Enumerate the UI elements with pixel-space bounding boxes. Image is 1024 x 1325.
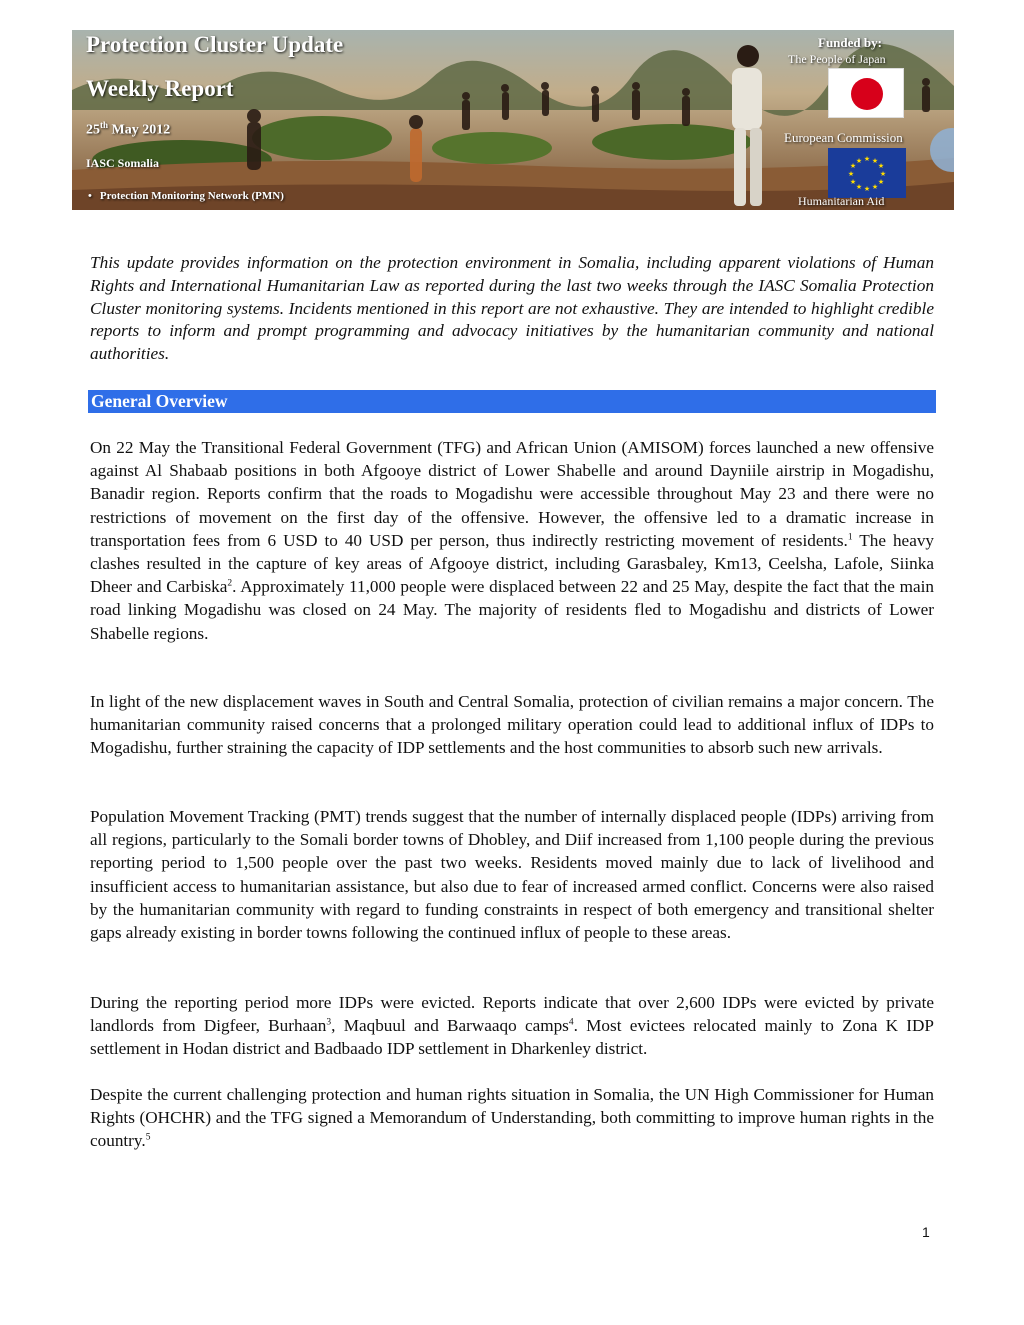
- paragraph-ohchr-mou: Despite the current challenging protection and human rights situation in Somalia, the UN High Commissioner for Human Rights (OHCHR) and the TFG signed a Memorandum of Understanding, both committing to improve human rights in the country.$^5$: [90, 1085, 934, 1151]
- svg-text:★: ★: [871, 183, 879, 191]
- svg-text:★: ★: [849, 162, 857, 170]
- svg-text:★: ★: [877, 162, 885, 170]
- report-date: 25th May 2012: [86, 120, 171, 138]
- humanitarian-aid-label: Humanitarian Aid: [798, 194, 885, 208]
- footnote-ref[interactable]: 3: [326, 1017, 332, 1028]
- intro-paragraph: This update provides information on the protection environment in Somalia, including apparent violations of Human Rights and International Humanitarian Law as reported during the last two weeks through the IASC Somalia Protection Cluster monitoring systems. Incidents mentioned in this report are not exhaustive. They are intended to highlight credible reports to inform and prompt programming and advocacy initiatives by the humanitarian community and national authorities.: [90, 253, 934, 364]
- footnote-ref[interactable]: 2: [227, 578, 233, 589]
- european-commission-label: European Commission: [784, 130, 903, 145]
- paragraph-pmt-trends: Population Movement Tracking (PMT) trends suggest that the number of internally displaced people (IDPs) arriving from all regions, particularly to the Somali border towns of Dhobley, and Diif increased from 1,100 people during the previous reporting period to 1,500 people over the past two weeks. Residents moved mainly due to lack of livelihood and insufficient access to humanitarian assistance, but also due to fear of increased armed conflict. Concerns were also raised by the humanitarian community with regard to funding constraints in respect of both emergency and transitional shelter gaps already existing in border towns following the continued influx of people to these areas.: [90, 807, 934, 943]
- svg-text:★: ★: [863, 185, 871, 193]
- eu-flag-icon: [828, 148, 906, 198]
- japan-flag-icon: [828, 68, 904, 118]
- funded-by-label: Funded by:: [818, 35, 882, 50]
- banner-title: Protection Cluster Update: [86, 32, 344, 57]
- paragraph-displacement: In light of the new displacement waves in South and Central Somalia, protection of civilian remains a major concern. The humanitarian community raised concerns that a prolonged military operation could lead to additional influx of IDPs to Mogadishu, further straining the capacity of IDP settlements and the host communities to absorb such new arrivals.: [90, 692, 934, 758]
- page-number: 1: [922, 1224, 930, 1240]
- banner-subtitle: Weekly Report: [86, 76, 234, 101]
- footnote-ref[interactable]: 4: [568, 1017, 574, 1028]
- header-banner: [72, 30, 954, 210]
- svg-text:★: ★: [879, 170, 887, 178]
- paragraph-offensive: On 22 May the Transitional Federal Government (TFG) and African Union (AMISOM) forces launched a new offensive against Al Shabaab positions in both Afgooye district of Lower Shabelle and around Dayniile airstrip in Mogadishu, Banadir region. Reports confirm that the roads to Mogadishu were accessible throughout May 23 and there were no restrictions of movement on the first day of the offensive. However, the offensive led to a dramatic increase in transportation fees from 6 USD to 40 USD per person, thus indirectly restricting movement of residents.$^1$ The heavy clashes resulted in the capture of key areas of Afgooye district, including Garasbaley, Km13, Ceelsha, Lafole, Siinka Dheer and Carbiska$^2$. Approximately 11,000 people were displaced between 22 and 25 May, despite the fact that the main road linking Mogadishu was closed on 24 May. The majority of residents fled to Mogadishu and districts of Lower Shabelle regions.: [90, 438, 935, 643]
- svg-text:★: ★: [849, 178, 857, 186]
- svg-text:★: ★: [855, 183, 863, 191]
- organization-name: IASC Somalia: [86, 156, 160, 170]
- svg-text:★: ★: [847, 170, 855, 178]
- svg-text:★: ★: [855, 157, 863, 165]
- japan-label: The People of Japan: [788, 52, 886, 66]
- footnote-ref[interactable]: 1: [847, 532, 853, 543]
- svg-text:★: ★: [871, 157, 879, 165]
- network-bullet: • Protection Monitoring Network (PMN): [88, 190, 284, 202]
- paragraph-evictions: During the reporting period more IDPs were evicted. Reports indicate that over 2,600 IDPs were evicted by private landlords from Digfeer, Burhaan$^3$, Maqbuul and Barwaaqo camps$^4$. Most evictees relocated mainly to Zona K IDP settlement in Hodan district and Badbaado IDP settlement in Dharkenley district.: [90, 993, 934, 1059]
- svg-text:★: ★: [863, 155, 871, 163]
- section-header-general-overview: General Overview: [88, 390, 936, 413]
- svg-text:★: ★: [877, 178, 885, 186]
- bullet-icon: •: [88, 190, 92, 202]
- footnote-ref[interactable]: 5: [145, 1132, 151, 1143]
